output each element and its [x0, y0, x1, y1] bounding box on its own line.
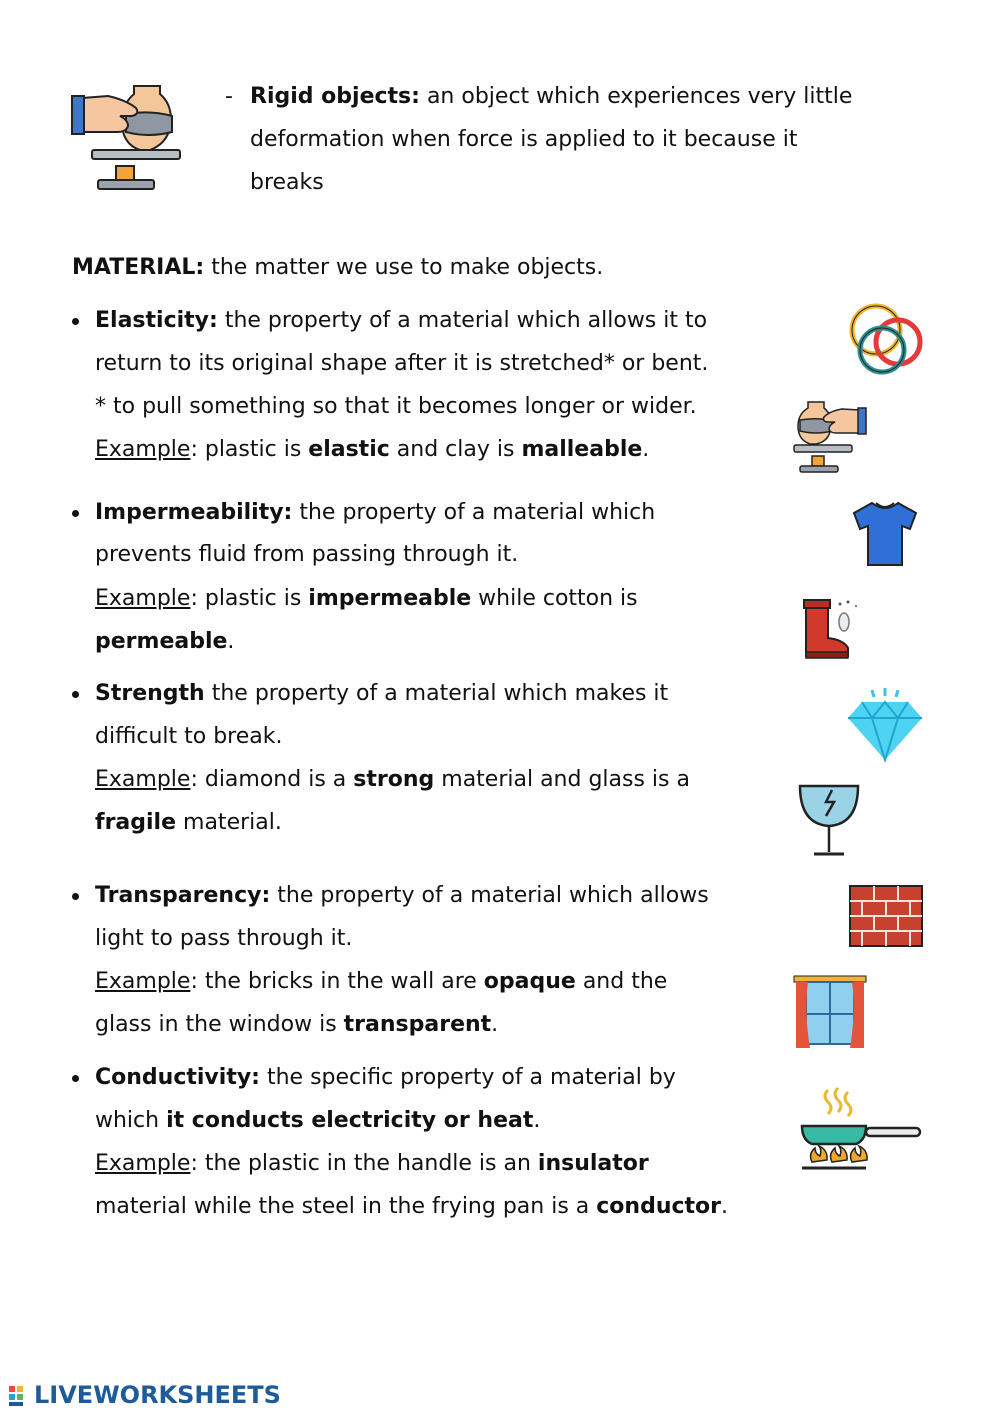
strength-line-2: difficult to break. [95, 724, 283, 749]
conductivity-text-1: the specific property of a material by [266, 1065, 676, 1090]
window-curtains-icon [792, 974, 868, 1052]
impermeability-term: Impermeability: [95, 500, 293, 525]
frying-pan-icon [798, 1086, 924, 1178]
bullet-strength [72, 691, 79, 698]
strength-example-2: fragile material. [95, 810, 282, 835]
rigid-line-3: breaks [250, 170, 324, 195]
conductivity-example: Example: the plastic in the handle is an insulator [95, 1151, 649, 1176]
liveworksheets-brand[interactable]: LIVEWORKSHEETS [34, 1381, 281, 1409]
conductivity-line-2: which it conducts electricity or heat. [95, 1108, 541, 1133]
transparency-example: Example: the bricks in the wall are opaque and the [95, 969, 668, 994]
broken-glass-icon [796, 782, 862, 860]
rigid-line-1 [250, 84, 852, 110]
elasticity-example: Example: plastic is elastic and clay is malleable. [95, 437, 650, 462]
rain-boot-icon [800, 598, 862, 660]
transparency-line-1 [95, 883, 709, 909]
strength-line-1 [95, 681, 668, 707]
pottery-wheel-icon [68, 80, 184, 192]
bullet-transparency [72, 893, 79, 900]
material-text: the matter we use to make objects. [211, 255, 604, 280]
rigid-line-2: deformation when force is applied to it because it [250, 127, 798, 152]
rigid-dash: - [225, 84, 233, 109]
conductivity-example-2: material while the steel in the frying pan is a conductor. [95, 1194, 729, 1219]
example-label: Example [95, 1151, 191, 1176]
liveworksheets-logo-icon [8, 1384, 32, 1408]
tshirt-icon [850, 500, 920, 568]
elasticity-text-1: the property of a material which allows it to [224, 308, 708, 333]
pottery-clay-icon [790, 398, 870, 474]
diamond-icon [846, 686, 924, 762]
conductivity-term: Conductivity: [95, 1065, 260, 1090]
impermeability-example: Example: plastic is impermeable while cotton is [95, 586, 638, 611]
material-definition [72, 255, 603, 281]
impermeability-example-2: permeable. [95, 629, 235, 654]
elasticity-term: Elasticity: [95, 308, 218, 333]
impermeability-line-1 [95, 500, 655, 526]
rigid-term: Rigid objects: [250, 84, 420, 109]
elasticity-line-2: return to its original shape after it is stretched* or bent. [95, 351, 709, 376]
rubber-bands-icon [846, 302, 926, 380]
transparency-term: Transparency: [95, 883, 271, 908]
strength-example: Example: diamond is a strong material and glass is a [95, 767, 690, 792]
material-term: MATERIAL: [72, 255, 205, 280]
example-label: Example [95, 586, 191, 611]
example-label: Example [95, 969, 191, 994]
elasticity-line-1 [95, 308, 707, 334]
elasticity-line-3: * to pull something so that it becomes longer or wider. [95, 394, 697, 419]
bullet-impermeability [72, 510, 79, 517]
impermeability-line-2: prevents fluid from passing through it. [95, 542, 519, 567]
example-label: Example [95, 767, 191, 792]
transparency-text-1: the property of a material which allows [277, 883, 709, 908]
strength-term: Strength [95, 681, 205, 706]
impermeability-text-1: the property of a material which [299, 500, 656, 525]
conductivity-line-1 [95, 1065, 676, 1091]
brick-wall-icon [848, 884, 924, 948]
example-label: Example [95, 437, 191, 462]
transparency-line-2: light to pass through it. [95, 926, 353, 951]
transparency-example-2: glass in the window is transparent. [95, 1012, 499, 1037]
bullet-elasticity [72, 318, 79, 325]
bullet-conductivity [72, 1075, 79, 1082]
strength-text-1: the property of a material which makes it [211, 681, 669, 706]
rigid-text-1: an object which experiences very little [426, 84, 853, 109]
